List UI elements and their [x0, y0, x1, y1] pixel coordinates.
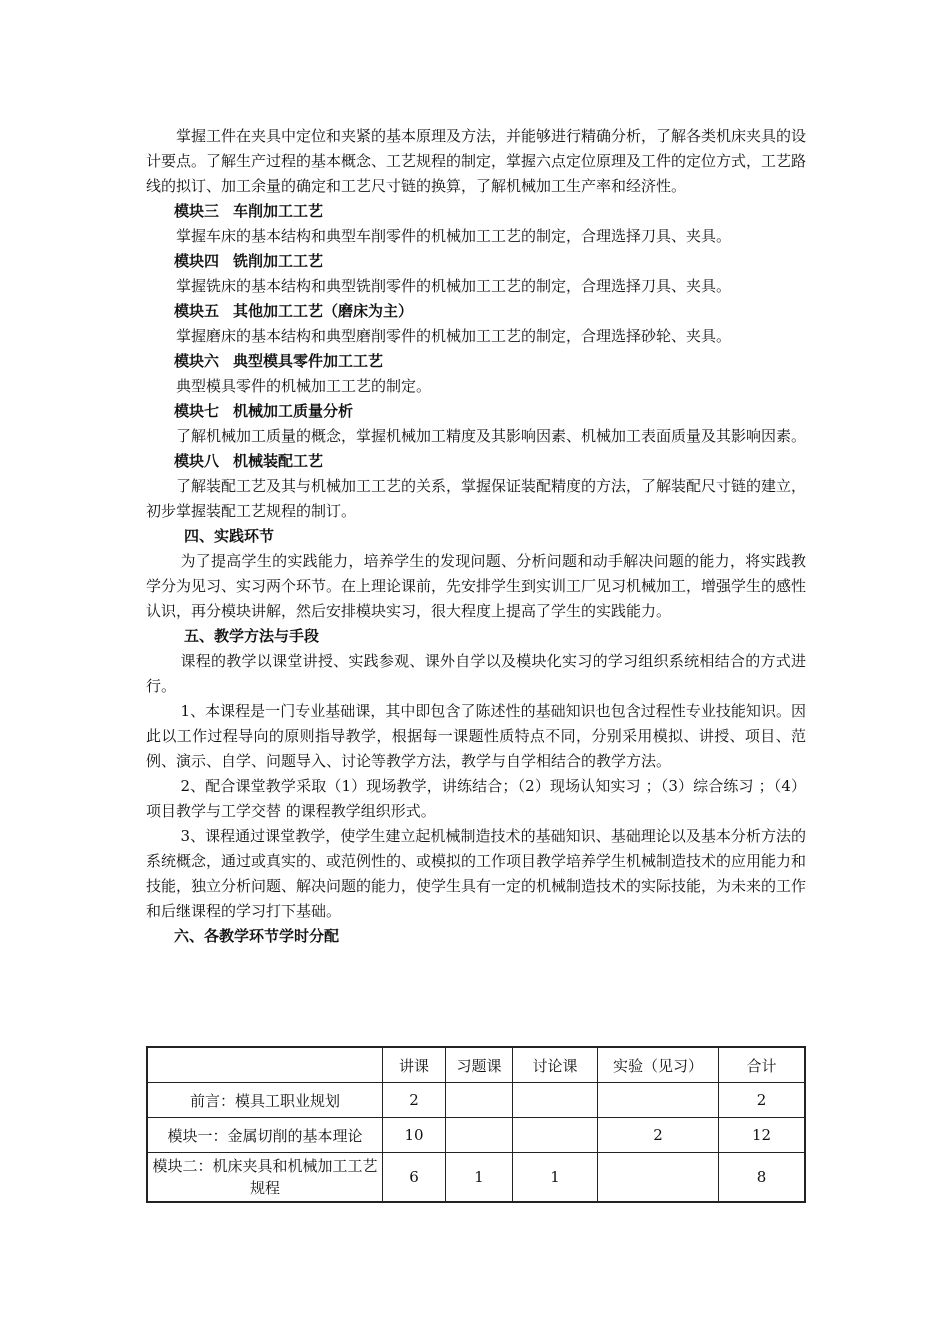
table-cell [513, 1118, 598, 1153]
table-cell [446, 1083, 513, 1118]
section-5-title: 五、教学方法与手段 [184, 627, 320, 645]
module-4-heading [146, 249, 806, 274]
table-cell: 2 [719, 1083, 806, 1118]
section-5-para-2: 1、本课程是一门专业基础课，其中即包含了陈述性的基础知识也包含过程性专业技能知识。因此以工作过程导向的原则指导教学，根据每一课题性质特点不同，分别采用模拟、讲授、项目、范例、演示、自学、问题导入、讨论等教学方法，教学与自学相结合的教学方法。 [146, 702, 806, 770]
table-cell [598, 1083, 719, 1118]
table-header-cell: 合计 [719, 1047, 806, 1083]
table-row [147, 1153, 805, 1203]
section-5-para-1: 课程的教学以课堂讲授、实践参观、课外自学以及模块化实习的学习组织系统相结合的方式进行。 [146, 652, 806, 695]
table-header-cell: 讨论课 [513, 1047, 598, 1083]
module-8-heading [146, 449, 806, 474]
module-7-heading [146, 399, 806, 424]
module-6-num: 模块六 [174, 352, 220, 370]
table-cell [513, 1083, 598, 1118]
module-5-desc: 掌握磨床的基本结构和典型磨削零件的机械加工工艺的制定，合理选择砂轮、夹具。 [176, 327, 732, 345]
hours-table [146, 1046, 806, 1203]
module-4-desc: 掌握铣床的基本结构和典型铣削零件的机械加工工艺的制定，合理选择刀具、夹具。 [176, 277, 732, 295]
module-5-num: 模块五 [174, 302, 220, 320]
table-header-cell: 实验（见习） [598, 1047, 719, 1083]
module-8-desc: 了解装配工艺及其与机械加工工艺的关系，掌握保证装配精度的方法，了解装配尺寸链的建立，初步掌握装配工艺规程的制订。 [146, 477, 807, 520]
section-6-title: 六、各教学环节学时分配 [174, 927, 340, 945]
table-cell: 模块一：金属切削的基本理论 [147, 1118, 383, 1153]
table-cell: 前言：模具工职业规划 [147, 1083, 383, 1118]
table-header-cell: 习题课 [446, 1047, 513, 1083]
table-row [147, 1083, 805, 1118]
section-5-para-4: 3、课程通过课堂教学，使学生建立起机械制造技术的基础知识、基础理论以及基本分析方法的系统概念，通过或真实的、或范例性的、或模拟的工作项目教学培养学生机械制造技术的应用能力和技能，独立分析问题、解决问题的能力，使学生具有一定的机械制造技术的实际技能，为未来的工作和后继课程的学习打下基础。 [146, 827, 807, 920]
table-row [147, 1118, 805, 1153]
table-cell: 2 [383, 1083, 446, 1118]
table-cell: 1 [513, 1153, 598, 1203]
table-cell: 8 [719, 1153, 806, 1203]
section-5-para-3: 2、配合课堂教学采取（1）现场教学，讲练结合；（2）现场认知实习 ；（3）综合练习 ；（4）项目教学与工学交替 的课程教学组织形式。 [146, 777, 806, 820]
table-header-row [147, 1047, 805, 1083]
module-8-title: 机械装配工艺 [233, 452, 324, 470]
table-cell [446, 1118, 513, 1153]
module-7-title: 机械加工质量分析 [233, 402, 354, 420]
module-3-desc: 掌握车床的基本结构和典型车削零件的机械加工工艺的制定，合理选择刀具、夹具。 [176, 227, 732, 245]
table-cell: 12 [719, 1118, 806, 1153]
module-5-title: 其他加工工艺（磨床为主） [233, 302, 414, 320]
section-4-title: 四、实践环节 [184, 527, 275, 545]
table-header-cell: 讲课 [383, 1047, 446, 1083]
table-cell [598, 1153, 719, 1203]
table-cell: 1 [446, 1153, 513, 1203]
table-cell: 10 [383, 1118, 446, 1153]
module-7-num: 模块七 [174, 402, 220, 420]
table-cell: 6 [383, 1153, 446, 1203]
section-4-body: 为了提高学生的实践能力，培养学生的发现问题、分析问题和动手解决问题的能力，将实践教学分为见习、实习两个环节。在上理论课前，先安排学生到实训工厂见习机械加工，增强学生的感性认识，再分模块讲解，然后安排模块实习，很大程度上提高了学生的实践能力。 [146, 552, 807, 620]
module-7-desc: 了解机械加工质量的概念，掌握机械加工精度及其影响因素、机械加工表面质量及其影响因素。 [176, 427, 807, 445]
module-6-heading [146, 349, 806, 374]
table-cell: 模块二：机床夹具和机械加工工艺规程 [147, 1153, 383, 1203]
module-5-heading [146, 299, 806, 324]
module-4-title: 铣削加工工艺 [233, 252, 324, 270]
module-4-num: 模块四 [174, 252, 220, 270]
document-body [146, 124, 806, 949]
module-6-desc: 典型模具零件的机械加工工艺的制定。 [176, 377, 432, 395]
module-3-num: 模块三 [174, 202, 220, 220]
intro-paragraph: 掌握工件在夹具中定位和夹紧的基本原理及方法，并能够进行精确分析，了解各类机床夹具的设计要点。了解生产过程的基本概念、工艺规程的制定，掌握六点定位原理及工件的定位方式，工艺路线的拟订、加工余量的确定和工艺尺寸链的换算，了解机械加工生产率和经济性。 [146, 127, 807, 195]
module-6-title: 典型模具零件加工工艺 [233, 352, 384, 370]
module-8-num: 模块八 [174, 452, 220, 470]
module-3-heading [146, 199, 806, 224]
module-3-title: 车削加工工艺 [233, 202, 324, 220]
table-cell: 2 [598, 1118, 719, 1153]
table-header-cell [147, 1047, 383, 1083]
